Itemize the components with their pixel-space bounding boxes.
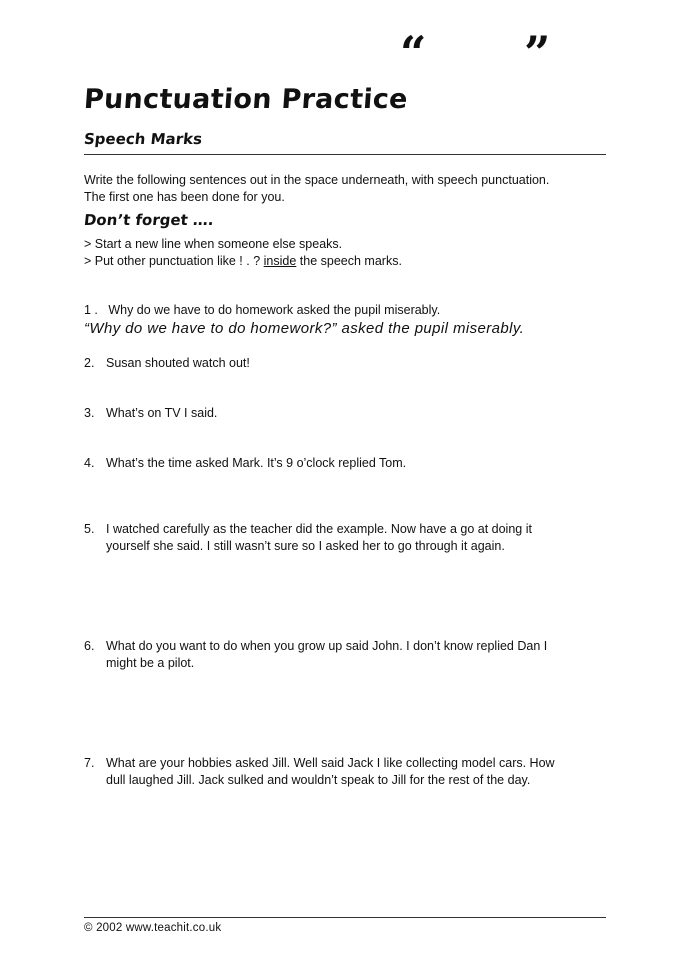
question-text: What’s the time asked Mark. It’s 9 o’clock replied Tom. <box>106 456 407 470</box>
reminder-heading: Don’t forget …. <box>83 211 215 229</box>
question-item <box>84 355 609 372</box>
tip-text: the speech marks. <box>296 254 402 268</box>
tip-emphasis: inside <box>263 254 297 268</box>
page-subtitle: Speech Marks <box>83 130 203 148</box>
question-text: Susan shouted watch out! <box>106 356 250 370</box>
question-text: dull laughed Jill. Jack sulked and wouldn’t speak to Jill for the rest of the day. <box>106 773 531 787</box>
question-item <box>84 405 609 422</box>
question-number: 6. <box>84 639 95 653</box>
footer-divider <box>84 917 606 918</box>
question-number: 2. <box>84 356 95 370</box>
question-number: 1 . <box>84 303 98 317</box>
question-number: 7. <box>84 756 95 770</box>
example-question-line <box>84 302 609 319</box>
question-text: yourself she said. I still wasn’t sure so I asked her to go through it again. <box>106 539 505 553</box>
question-item <box>84 521 609 555</box>
page-title: Punctuation Practice <box>82 84 409 115</box>
question-text: I watched carefully as the teacher did the example. Now have a go at doing it <box>106 522 532 536</box>
copyright-footer: © 2002 www.teachit.co.uk <box>84 922 222 934</box>
reminder-tips <box>84 236 604 270</box>
tip-text: > Put other punctuation like ! . ? <box>84 254 264 268</box>
question-text: Why do we have to do homework asked the pupil miserably. <box>108 303 441 317</box>
tip-item <box>84 236 604 253</box>
question-number: 5. <box>84 522 95 536</box>
header-divider <box>84 154 606 155</box>
question-text: What are your hobbies asked Jill. Well said Jack I like collecting model cars. How <box>106 756 555 770</box>
tip-text: > Start a new line when someone else speaks. <box>84 237 343 251</box>
question-number: 4. <box>84 456 95 470</box>
example-question <box>84 302 609 339</box>
question-text: What’s on TV I said. <box>106 406 218 420</box>
tip-item <box>84 253 604 270</box>
question-text: What do you want to do when you grow up said John. I don’t know replied Dan I <box>106 639 548 653</box>
example-answer: “Why do we have to do homework?” asked the pupil miserably. <box>84 320 525 337</box>
instructions <box>84 172 609 206</box>
instructions-line: Write the following sentences out in the space underneath, with speech punctuation. <box>84 173 550 187</box>
question-text: might be a pilot. <box>106 656 195 670</box>
open-quote-icon: “ <box>400 26 427 80</box>
question-number: 3. <box>84 406 95 420</box>
close-quote-icon: ” <box>524 26 551 80</box>
question-item <box>84 455 609 472</box>
speech-marks-decoration <box>400 26 560 80</box>
question-item <box>84 638 609 672</box>
question-item <box>84 755 609 789</box>
instructions-line: The first one has been done for you. <box>84 190 285 204</box>
